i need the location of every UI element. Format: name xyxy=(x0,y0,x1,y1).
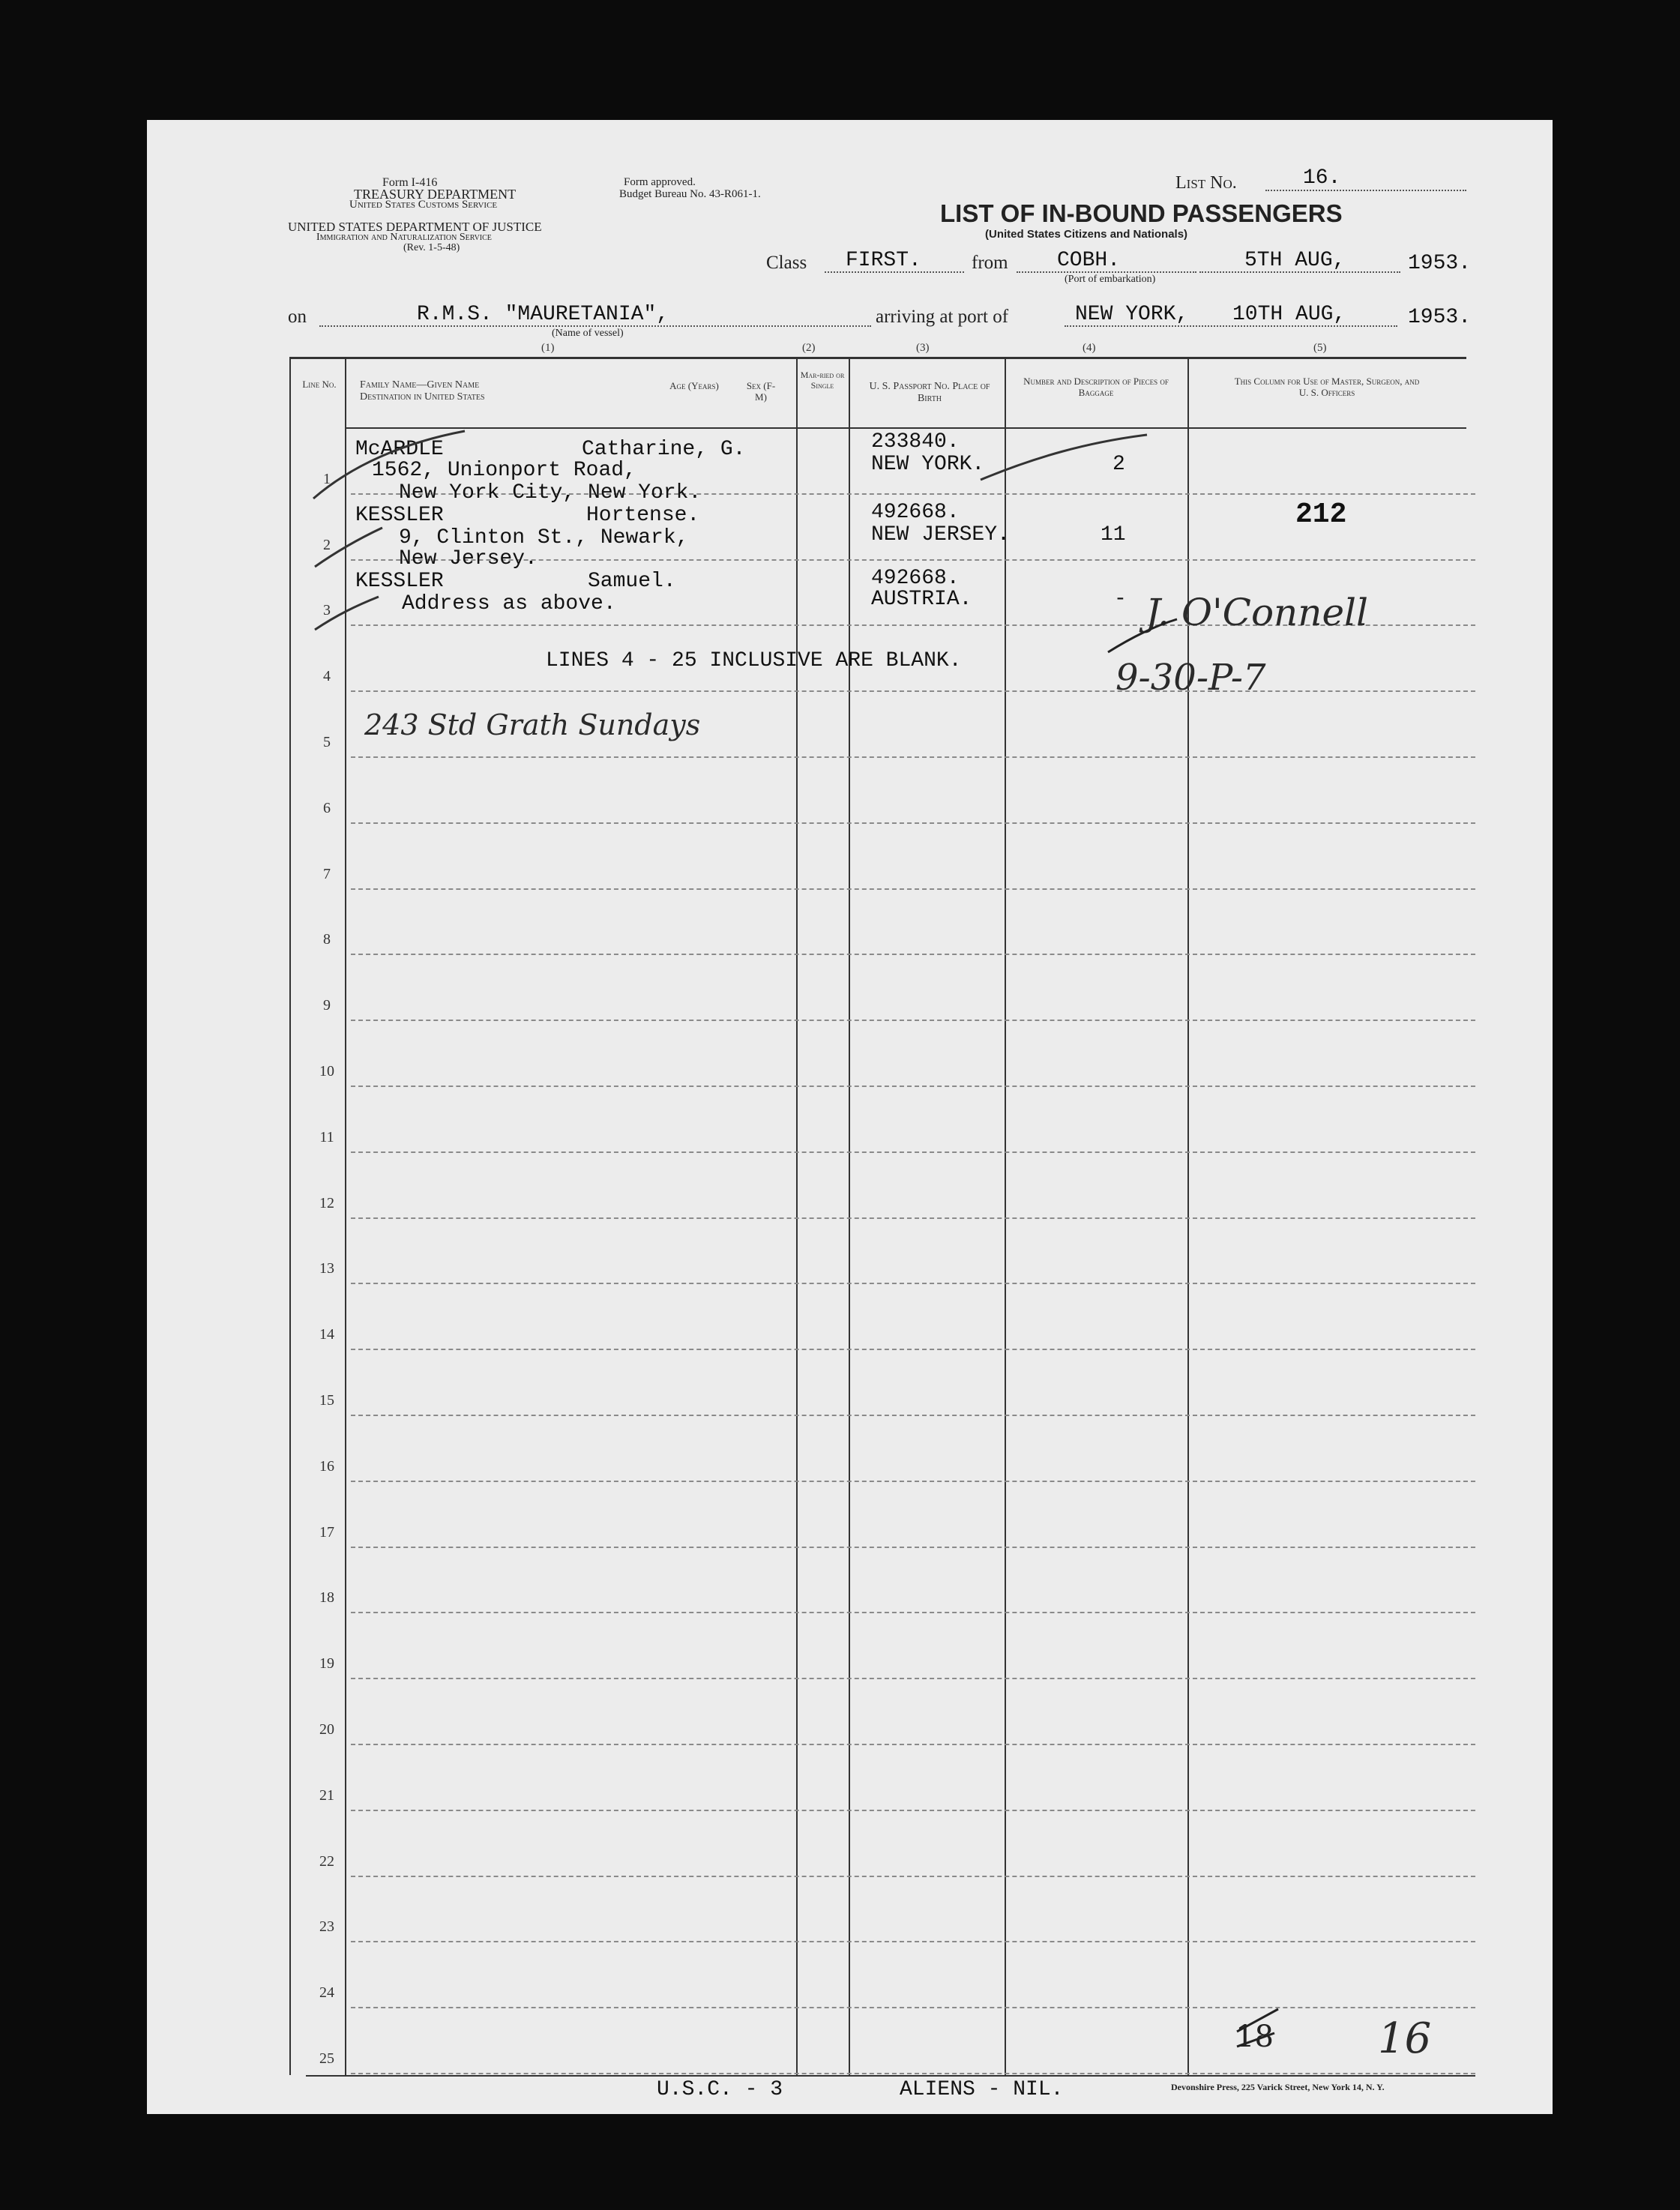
depart-year: 1953. xyxy=(1408,252,1472,275)
from-value: COBH. xyxy=(1057,249,1121,272)
col-header-officers: This Column for Use of Master, Surgeon, and U. S. Officers xyxy=(1234,376,1420,398)
passenger-1-family: McARDLE xyxy=(355,438,444,461)
form-title: LIST OF IN-BOUND PASSENGERS xyxy=(940,199,1343,227)
passenger-1-passport: 233840. xyxy=(871,430,960,454)
line-number: 25 xyxy=(319,2050,334,2067)
line-number: 8 xyxy=(323,931,331,948)
immigration-service: Immigration and Naturalization Service xyxy=(316,232,492,243)
passenger-2-birthplace: NEW JERSEY. xyxy=(871,523,1010,547)
col-header-sex: Sex (F-M) xyxy=(746,380,776,403)
embarkation-label: (Port of embarkation) xyxy=(1065,274,1156,285)
from-label: from xyxy=(972,253,1008,273)
class-value: FIRST. xyxy=(846,249,921,272)
passenger-2-baggage: 11 xyxy=(1101,523,1126,547)
col-header-name: Family Name—Given Name xyxy=(360,379,480,391)
form-number: Form I-416 xyxy=(382,176,438,189)
passenger-3-birthplace: AUSTRIA. xyxy=(871,588,972,611)
line-number: 11 xyxy=(319,1129,334,1145)
line-number: 19 xyxy=(319,1655,334,1672)
col-header-baggage: Number and Description of Pieces of Baggage xyxy=(1023,376,1169,398)
passenger-3-passport: 492668. xyxy=(871,567,960,590)
form-revision: (Rev. 1-5-48) xyxy=(403,242,460,253)
arrival-year: 1953. xyxy=(1408,306,1472,329)
handwritten-signature: J. O'Connell xyxy=(1145,591,1369,634)
passenger-1-birthplace: NEW YORK. xyxy=(871,453,985,476)
line-number: 7 xyxy=(323,866,331,882)
class-label: Class xyxy=(766,253,807,273)
line-number: 1 xyxy=(323,471,331,487)
line-number: 10 xyxy=(319,1063,334,1080)
passenger-2-address2: New Jersey. xyxy=(399,547,538,570)
budget-bureau: Budget Bureau No. 43-R061-1. xyxy=(619,188,761,200)
footer-printer: Devonshire Press, 225 Varick Street, New York 14, N. Y. xyxy=(1171,2082,1385,2092)
treasury-department: TREASURY DEPARTMENT xyxy=(354,187,517,202)
passenger-1-baggage: 2 xyxy=(1113,453,1125,476)
handwritten-date: 9-30-P-7 xyxy=(1116,657,1266,699)
line-number: 3 xyxy=(323,602,331,618)
line-number: 12 xyxy=(319,1195,334,1211)
line-number: 21 xyxy=(319,1787,334,1804)
passenger-2-family: KESSLER xyxy=(355,504,444,527)
col-header-destination: Destination in United States xyxy=(360,391,485,403)
arrival-port: NEW YORK, xyxy=(1075,303,1189,326)
department-of-justice: UNITED STATES DEPARTMENT OF JUSTICE xyxy=(288,220,542,234)
handwritten-list-number: 16 xyxy=(1378,2014,1432,2063)
line-number: 4 xyxy=(323,668,331,684)
list-no-label: List No. xyxy=(1175,173,1237,193)
vessel-label: (Name of vessel) xyxy=(552,328,624,339)
officer-stamp-number: 212 xyxy=(1295,499,1347,531)
on-label: on xyxy=(288,307,307,327)
line-number: 2 xyxy=(323,537,331,553)
handwritten-note: 243 Std Grath Sundays xyxy=(364,708,701,741)
col-num-1: (1) xyxy=(541,342,555,354)
arriving-label: arriving at port of xyxy=(876,307,1009,327)
line-number: 24 xyxy=(319,1984,334,2001)
line-number: 14 xyxy=(319,1326,334,1343)
passenger-2-address1: 9, Clinton St., Newark, xyxy=(399,526,689,550)
line-number: 15 xyxy=(319,1392,334,1409)
col-num-3: (3) xyxy=(916,342,930,354)
list-no-value: 16. xyxy=(1303,166,1341,190)
col-header-age: Age (Years) xyxy=(669,380,719,391)
line-number: 22 xyxy=(319,1853,334,1870)
form-subtitle: (United States Citizens and Nationals) xyxy=(985,228,1188,241)
footer-usc: U.S.C. - 3 xyxy=(657,2078,783,2101)
customs-service: United States Customs Service xyxy=(349,199,498,211)
depart-date: 5TH AUG, xyxy=(1244,249,1346,272)
col-header-married: Mar-ried or Single xyxy=(800,370,845,391)
arrival-date: 10TH AUG, xyxy=(1232,303,1346,326)
footer-aliens: ALIENS - NIL. xyxy=(900,2078,1064,2101)
passenger-1-address1: 1562, Unionport Road, xyxy=(372,459,636,482)
col-header-passport: U. S. Passport No. Place of Birth xyxy=(869,381,990,405)
svg-text:18: 18 xyxy=(1235,2020,1274,2054)
line-number: 20 xyxy=(319,1721,334,1738)
line-number: 9 xyxy=(323,997,331,1014)
passenger-2-passport: 492668. xyxy=(871,501,960,524)
passenger-3-address1: Address as above. xyxy=(402,592,616,615)
line-number: 16 xyxy=(319,1458,334,1475)
passenger-3-baggage: - xyxy=(1114,588,1127,611)
form-approved: Form approved. xyxy=(624,176,696,188)
line-number: 13 xyxy=(319,1260,334,1277)
passenger-3-given: Samuel. xyxy=(588,570,676,593)
col-num-4: (4) xyxy=(1083,342,1096,354)
passenger-3-family: KESSLER xyxy=(355,570,444,593)
vessel-value: R.M.S. "MAURETANIA", xyxy=(417,303,669,326)
blank-lines-note: LINES 4 - 25 INCLUSIVE ARE BLANK. xyxy=(546,649,962,672)
col-header-line-no: Line No. xyxy=(302,379,337,390)
col-num-2: (2) xyxy=(802,342,816,354)
line-number: 23 xyxy=(319,1918,334,1935)
passenger-1-address2: New York City, New York. xyxy=(399,481,702,505)
passenger-2-given: Hortense. xyxy=(586,504,700,527)
col-num-5: (5) xyxy=(1313,342,1327,354)
line-number: 6 xyxy=(323,800,331,816)
line-number: 5 xyxy=(323,734,331,750)
line-number: 17 xyxy=(319,1524,334,1541)
passenger-1-given: Catharine, G. xyxy=(582,438,746,461)
line-number: 18 xyxy=(319,1589,334,1606)
